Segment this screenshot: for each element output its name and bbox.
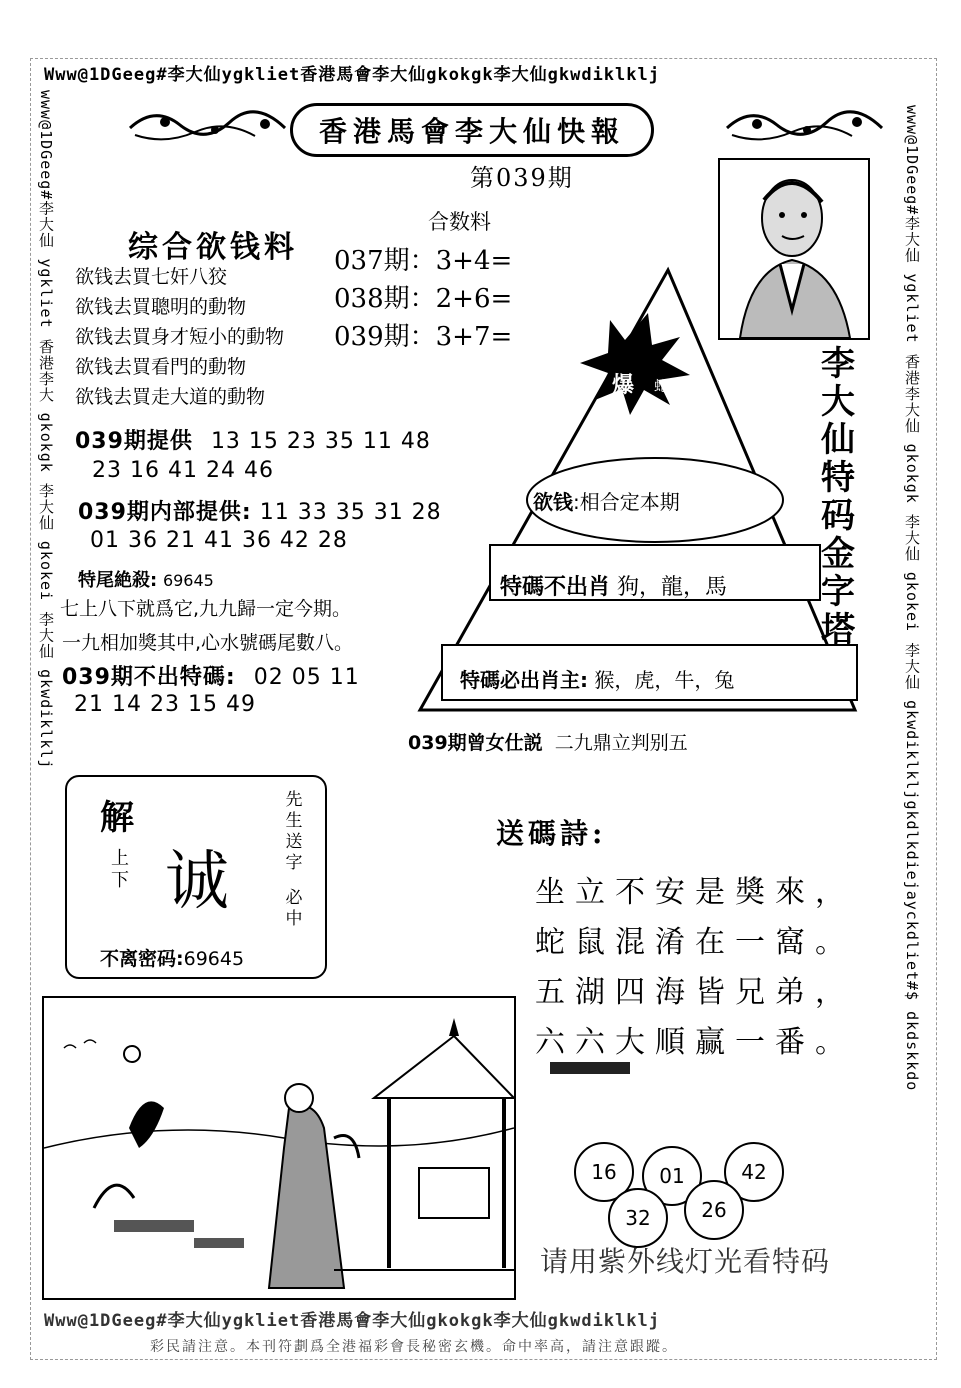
teiwei-label: 特尾絶殺: [78, 570, 158, 591]
tigong-label: 039期提供 [75, 429, 193, 454]
left-ornament [125, 100, 295, 150]
buchu-row [62, 660, 360, 691]
right-watermark: www@1DGeeg#李大仙 ygkliet 香港李大仙 gkokgk 李大仙 gkokei 李大仙 gkwdiklkljgkdlkdiejayckdliet#$ dkdskkdo [903, 105, 921, 1092]
jie-title: 解 [100, 798, 134, 838]
yuqian-label: 欲钱 [533, 490, 573, 514]
tigong-nums-2: 23 16 41 24 46 [92, 458, 274, 483]
hesu-row: 039期：3+7= [334, 322, 513, 352]
header-title: 香港馬會李大仙快報 [290, 103, 654, 157]
teiwei-value: 69645 [162, 571, 214, 590]
must-animals: 猴，虎，牛，兔 [594, 668, 735, 692]
uv-note: 请用紫外线灯光看特码 [540, 1245, 831, 1278]
poem-line: 蛇鼠混淆在一窩。 [535, 925, 855, 960]
jie-side: 先生送字 [285, 790, 303, 873]
zonghe-line: 欲钱去買看門的動物 [75, 356, 247, 378]
footer-note: 彩民請注意。本刊符劃爲全港福彩會長秘密玄機。命中率高，請注意跟蹤。 [150, 1339, 678, 1355]
zonghe-line: 欲钱去買走大道的動物 [75, 386, 266, 408]
zonghe-title: 综合欲钱料 [128, 230, 298, 265]
zonghe-list [75, 262, 284, 412]
not-row [500, 570, 727, 601]
issue-number: 第039期 [470, 164, 574, 192]
neibu-nums-1: 11 33 35 31 28 [259, 500, 442, 525]
verse-2: 一九相加獎其中,心水號碼尾數八。 [62, 632, 354, 654]
zonghe-line: 欲钱去買身才短小的動物 [75, 326, 285, 348]
burst-small-label: 蛇 [654, 379, 668, 395]
poem-line: 五湖四海皆兄弟， [535, 975, 855, 1010]
neibu-row [78, 495, 442, 526]
hesu-row: 037期：3+4= [334, 246, 513, 276]
poem-line: 坐立不安是奬來， [535, 875, 855, 910]
number-circle: 01 [642, 1146, 702, 1206]
jie-big-char: 诚 [165, 845, 229, 919]
zonghe-line: 欲钱去買聰明的動物 [75, 296, 247, 318]
bottom-watermark: Www@1DGeeg#李大仙ygkliet香港馬會李大仙gkokgk李大仙gkwdiklklj [44, 1311, 660, 1331]
jie-updown: 上下 [111, 848, 129, 891]
tigong-nums-1: 13 15 23 35 11 48 [210, 429, 431, 454]
top-watermark: Www@1DGeeg#李大仙ygkliet香港馬會李大仙gkokgk李大仙gkwdiklklj [44, 65, 660, 85]
jie-code-row [100, 944, 244, 971]
illustration-box [42, 996, 516, 1300]
jie-sure: 必中 [285, 888, 303, 929]
buchu-nums-2: 21 14 23 15 49 [74, 692, 256, 717]
stamp-mark [550, 1062, 630, 1074]
not-animals: 狗，龍，馬 [617, 575, 728, 600]
number-circle: 42 [724, 1142, 784, 1202]
buchu-label: 039期不出特碼: [62, 665, 236, 690]
zonghe-line: 欲钱去買七奸八狡 [75, 266, 228, 288]
must-row [460, 664, 734, 693]
poem-lines [535, 868, 855, 1068]
hesu-row: 038期：2+6= [334, 284, 513, 314]
verse-1: 七上八下就爲它,九九歸一定今期。 [60, 598, 352, 620]
pyramid-side-title: 李大仙特码金字塔 [821, 344, 855, 650]
number-circle: 32 [608, 1188, 668, 1248]
neibu-label: 039期内部提供: [78, 500, 252, 525]
teiwei-row [78, 566, 214, 592]
tigong-row [75, 424, 431, 455]
buchu-nums-1: 02 05 11 [253, 665, 360, 690]
number-circle: 16 [574, 1142, 634, 1202]
hesu-title: 合数料 [428, 210, 491, 234]
number-circle: 26 [684, 1180, 744, 1240]
poem-title: 送碼詩: [496, 817, 607, 850]
must-label: 特碼必出肖主: [460, 668, 588, 692]
yuqian-text: :相合定本期 [573, 490, 680, 514]
burst-big-label: 爆 [612, 373, 635, 398]
zeng-row [408, 728, 688, 755]
zeng-label: 039期曾女仕説 [408, 732, 543, 754]
neibu-nums-2: 01 36 21 41 36 42 28 [90, 528, 348, 553]
right-ornament [722, 100, 892, 150]
poem-line: 六六大順赢一番。 [535, 1025, 855, 1060]
not-label: 特碼不出肖 [500, 575, 611, 600]
zeng-text: 二九鼎立判别五 [554, 732, 688, 754]
left-watermark: www@1DGeeg#李大仙 ygkliet 香港李大 gkokgk 李大仙 gkokei 李大仙 gkwdiklklj [37, 90, 55, 770]
jie-code-label: 不离密码: [100, 948, 184, 970]
jie-code: 69645 [183, 948, 245, 970]
yuqian-row [533, 486, 680, 515]
